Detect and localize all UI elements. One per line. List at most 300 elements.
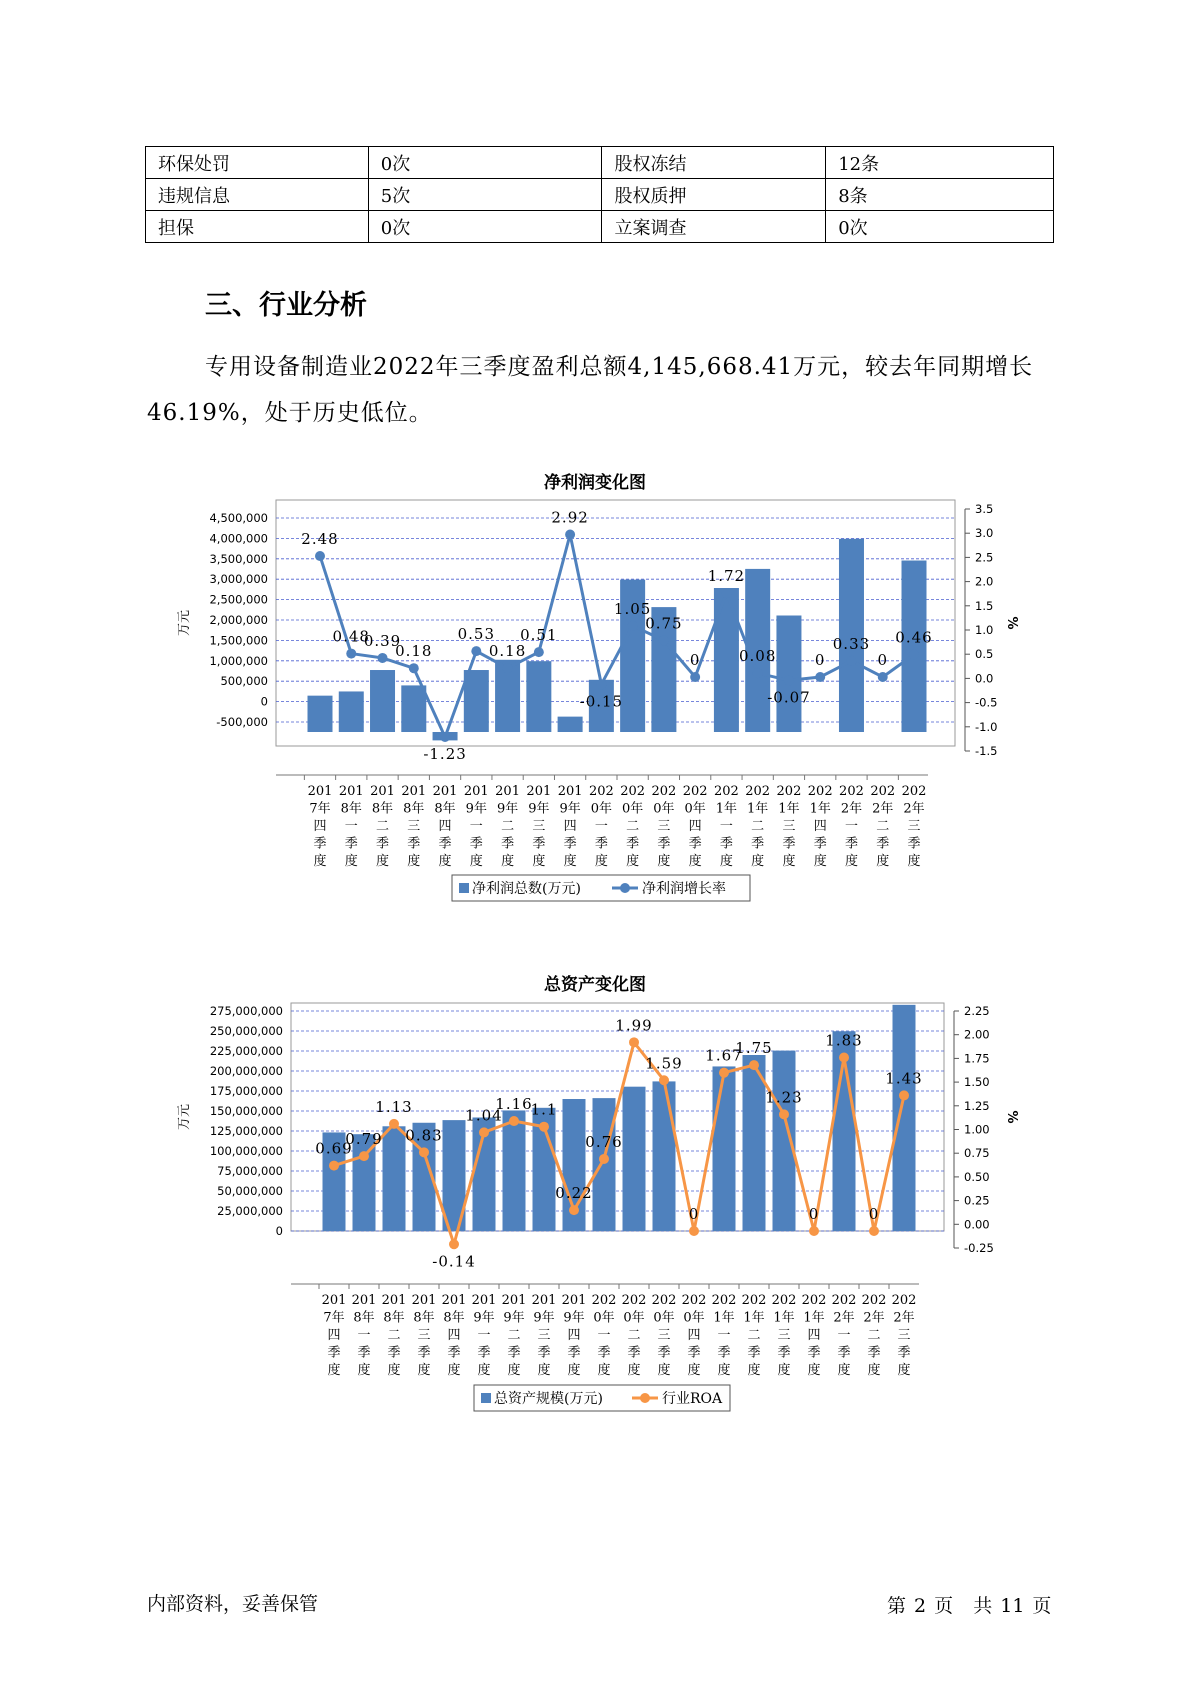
x-tick-label: 2年 bbox=[863, 1310, 885, 1326]
x-tick-label: 季 bbox=[782, 836, 796, 852]
x-tick-label: 季 bbox=[327, 1345, 341, 1361]
x-tick-label: 季 bbox=[813, 836, 827, 852]
x-tick-label: 202 bbox=[711, 1293, 737, 1308]
line-point bbox=[539, 1122, 549, 1132]
x-tick-label: 季 bbox=[719, 836, 733, 852]
x-tick-label: 0年 bbox=[683, 1310, 705, 1326]
line-point bbox=[509, 1116, 519, 1126]
x-tick-label: 季 bbox=[376, 836, 390, 852]
x-tick-label: 度 bbox=[719, 854, 733, 869]
legend-bar-label: 净利润总数(万元) bbox=[472, 881, 581, 897]
x-tick-label: 度 bbox=[567, 1363, 581, 1378]
x-tick-label: 度 bbox=[563, 854, 577, 869]
table-cell: 0次 bbox=[368, 211, 602, 243]
line-point bbox=[690, 672, 700, 682]
total-assets-chart-svg bbox=[0, 955, 1191, 1415]
table-cell: 0次 bbox=[826, 211, 1054, 243]
x-tick-label: 一 bbox=[844, 819, 858, 834]
x-tick-label: 201 bbox=[381, 1293, 407, 1308]
bar bbox=[401, 685, 426, 732]
table-cell: 立案调查 bbox=[602, 211, 826, 243]
line-point bbox=[359, 1151, 369, 1161]
x-tick-label: 度 bbox=[876, 854, 890, 869]
x-tick-label: 2年 bbox=[893, 1310, 915, 1326]
x-tick-label: 季 bbox=[438, 836, 452, 852]
x-tick-label: 202 bbox=[591, 1293, 617, 1308]
x-tick-label: 四 bbox=[447, 1328, 461, 1343]
x-tick-label: 2年 bbox=[840, 801, 863, 817]
table-cell: 环保处罚 bbox=[146, 147, 369, 179]
data-label: 0.69 bbox=[315, 1139, 353, 1158]
x-tick-label: 202 bbox=[891, 1293, 917, 1308]
y2-tick-label: 2.0 bbox=[975, 574, 994, 589]
page-num: 2 bbox=[914, 1595, 927, 1617]
y-tick-label: 25,000,000 bbox=[217, 1204, 283, 1218]
bar bbox=[776, 616, 801, 733]
risk-info-table bbox=[145, 146, 1054, 243]
x-tick-label: 度 bbox=[344, 854, 358, 869]
x-tick-label: 度 bbox=[657, 854, 671, 869]
x-tick-label: 度 bbox=[897, 1363, 911, 1378]
data-label: 1.75 bbox=[735, 1039, 773, 1058]
x-tick-label: 201 bbox=[351, 1293, 377, 1308]
table-cell: 12条 bbox=[826, 147, 1054, 179]
legend-line-label: 净利润增长率 bbox=[642, 881, 726, 897]
data-label: -0.14 bbox=[432, 1252, 476, 1271]
x-tick-label: 度 bbox=[657, 1363, 671, 1378]
line-point bbox=[909, 650, 919, 660]
data-label: 0 bbox=[814, 651, 826, 669]
x-tick-label: 度 bbox=[327, 1363, 341, 1378]
legend-bar-swatch bbox=[481, 1393, 491, 1403]
x-tick-label: 度 bbox=[626, 854, 640, 869]
y-tick-label: 75,000,000 bbox=[217, 1164, 283, 1178]
x-tick-label: 度 bbox=[627, 1363, 641, 1378]
x-tick-label: 度 bbox=[387, 1363, 401, 1378]
x-tick-label: 季 bbox=[687, 1345, 701, 1361]
x-tick-label: 度 bbox=[477, 1363, 491, 1378]
x-tick-label: 季 bbox=[597, 1345, 611, 1361]
x-tick-label: 二 bbox=[876, 819, 890, 834]
y-tick-label: 0 bbox=[275, 1224, 283, 1238]
x-tick-label: 三 bbox=[407, 819, 421, 834]
y2-tick-label: 0.25 bbox=[964, 1193, 990, 1208]
x-tick-label: 202 bbox=[870, 784, 896, 799]
x-tick-label: 度 bbox=[438, 854, 452, 869]
x-tick-label: 202 bbox=[807, 784, 833, 799]
y-tick-label: 1,000,000 bbox=[209, 653, 268, 668]
data-label: 1.83 bbox=[825, 1031, 863, 1050]
chart-title: 总资产变化图 bbox=[544, 975, 646, 995]
data-label: 0.22 bbox=[555, 1184, 593, 1203]
x-tick-label: 四 bbox=[567, 1328, 581, 1343]
x-tick-label: 季 bbox=[747, 1345, 761, 1361]
x-tick-label: 1年 bbox=[715, 801, 738, 817]
legend-bar-label: 总资产规模(万元) bbox=[494, 1391, 603, 1407]
x-tick-label: 季 bbox=[357, 1345, 371, 1361]
x-tick-label: 201 bbox=[471, 1293, 497, 1308]
y-tick-label: 2,000,000 bbox=[209, 613, 268, 627]
x-tick-label: 季 bbox=[594, 836, 608, 852]
x-tick-label: 四 bbox=[438, 819, 452, 834]
data-label: 0.33 bbox=[832, 634, 871, 653]
data-label: 0.46 bbox=[895, 628, 933, 647]
x-tick-label: 9年 bbox=[496, 801, 519, 817]
x-tick-label: 202 bbox=[839, 784, 864, 799]
data-label: 1.99 bbox=[615, 1016, 653, 1035]
table-row bbox=[146, 211, 1054, 243]
x-tick-label: 度 bbox=[417, 1363, 431, 1378]
x-tick-label: 度 bbox=[867, 1363, 881, 1378]
legend-line-label: 行业ROA bbox=[662, 1391, 723, 1407]
x-tick-label: 201 bbox=[338, 784, 364, 799]
x-tick-label: 201 bbox=[432, 784, 458, 799]
bar bbox=[383, 1126, 406, 1231]
legend-line-marker bbox=[640, 1393, 650, 1403]
y2-tick-label: 0.00 bbox=[964, 1217, 990, 1232]
y-tick-label: 4,500,000 bbox=[209, 511, 268, 525]
y-tick-label: 175,000,000 bbox=[209, 1084, 283, 1098]
y-tick-label: -500,000 bbox=[216, 715, 268, 729]
y-tick-label: 275,000,000 bbox=[209, 1004, 283, 1018]
x-tick-label: 三 bbox=[537, 1328, 551, 1343]
y2-tick-label: 3.0 bbox=[975, 526, 994, 541]
x-tick-label: 8年 bbox=[403, 801, 425, 817]
line-point bbox=[719, 1068, 729, 1078]
x-tick-label: 三 bbox=[907, 819, 921, 834]
x-tick-label: 二 bbox=[387, 1328, 401, 1343]
x-tick-label: 二 bbox=[376, 819, 390, 834]
y2-tick-label: 1.00 bbox=[964, 1122, 990, 1137]
data-label: 1.67 bbox=[705, 1046, 743, 1065]
data-label: 0 bbox=[808, 1205, 820, 1223]
line-point bbox=[378, 653, 388, 663]
y-tick-label: 100,000,000 bbox=[209, 1144, 283, 1158]
x-tick-label: 一 bbox=[594, 819, 608, 834]
bar bbox=[339, 691, 364, 732]
x-tick-label: 1年 bbox=[747, 801, 769, 817]
x-tick-label: 度 bbox=[407, 854, 421, 869]
x-tick-label: 9年 bbox=[465, 801, 487, 817]
x-tick-label: 一 bbox=[477, 1328, 491, 1343]
x-tick-label: 度 bbox=[501, 854, 515, 869]
x-tick-label: 8年 bbox=[443, 1310, 465, 1326]
x-tick-label: 度 bbox=[844, 854, 858, 869]
x-tick-label: 度 bbox=[717, 1363, 731, 1378]
line-point bbox=[419, 1147, 429, 1157]
line-point bbox=[899, 1090, 909, 1100]
data-label: 0.76 bbox=[585, 1132, 623, 1151]
bar bbox=[623, 1087, 646, 1231]
x-tick-label: 四 bbox=[313, 819, 327, 834]
x-tick-label: 201 bbox=[307, 784, 333, 799]
line-point bbox=[846, 656, 856, 666]
line-point bbox=[596, 679, 606, 689]
x-tick-label: 2年 bbox=[872, 801, 894, 817]
x-tick-label: 8年 bbox=[353, 1310, 375, 1326]
data-label: 1.23 bbox=[765, 1088, 803, 1107]
x-tick-label: 8年 bbox=[413, 1310, 435, 1326]
x-tick-label: 1年 bbox=[809, 801, 831, 817]
line-point bbox=[503, 663, 513, 673]
table-cell: 股权冻结 bbox=[602, 147, 826, 179]
y-tick-label: 200,000,000 bbox=[209, 1064, 283, 1078]
x-tick-label: 201 bbox=[370, 784, 395, 799]
footer-note: 内部资料，妥善保管 bbox=[147, 1593, 319, 1615]
line-point bbox=[440, 732, 450, 742]
y2-tick-label: 2.25 bbox=[964, 1004, 990, 1018]
line-point bbox=[534, 647, 544, 657]
net-profit-chart-svg bbox=[0, 455, 1191, 915]
x-tick-label: 202 bbox=[651, 784, 677, 799]
line-point bbox=[329, 1161, 339, 1171]
y2-tick-label: 0.0 bbox=[975, 671, 994, 686]
y-tick-label: 250,000,000 bbox=[209, 1024, 283, 1038]
x-tick-label: 202 bbox=[901, 784, 927, 799]
data-label: 0 bbox=[688, 1205, 700, 1223]
x-tick-label: 度 bbox=[469, 854, 483, 869]
x-tick-label: 9年 bbox=[533, 1310, 555, 1326]
x-tick-label: 202 bbox=[620, 784, 646, 799]
x-tick-label: 度 bbox=[687, 1363, 701, 1378]
data-label: 0.75 bbox=[645, 614, 683, 633]
total-assets-chart bbox=[0, 955, 1191, 1415]
x-tick-label: 0年 bbox=[593, 1310, 615, 1326]
y2-tick-label: -1.5 bbox=[975, 744, 998, 758]
total-label: 共 bbox=[973, 1595, 993, 1617]
y2-tick-label: 3.5 bbox=[975, 502, 994, 516]
x-tick-label: 度 bbox=[532, 854, 546, 869]
data-label: -0.15 bbox=[579, 692, 624, 711]
y2-tick-label: -1.0 bbox=[975, 719, 998, 734]
x-tick-label: 度 bbox=[313, 854, 327, 869]
x-tick-label: 202 bbox=[831, 1293, 857, 1308]
x-tick-label: 季 bbox=[387, 1345, 401, 1361]
x-tick-label: 季 bbox=[837, 1345, 851, 1361]
line-point bbox=[689, 1226, 699, 1236]
x-tick-label: 9年 bbox=[473, 1310, 495, 1326]
legend-line-marker bbox=[620, 883, 630, 893]
x-tick-label: 0年 bbox=[653, 1310, 675, 1326]
x-tick-label: 度 bbox=[807, 1363, 821, 1378]
x-tick-label: 9年 bbox=[563, 1310, 585, 1326]
data-label: 1.13 bbox=[375, 1097, 413, 1116]
data-label: 0.39 bbox=[363, 631, 402, 650]
data-label: 0.53 bbox=[457, 625, 496, 644]
industry-paragraph: 专用设备制造业2022年三季度盈利总额4,145,668.41万元，较去年同期增长46.19%，处于历史低位。 bbox=[147, 354, 1034, 426]
x-tick-label: 三 bbox=[657, 1328, 671, 1343]
data-label: 0.18 bbox=[488, 642, 527, 661]
y2-tick-label: 1.5 bbox=[975, 598, 994, 613]
x-tick-label: 季 bbox=[417, 1345, 431, 1361]
x-tick-label: 201 bbox=[531, 1293, 557, 1308]
x-tick-label: 度 bbox=[688, 854, 702, 869]
data-label: -1.23 bbox=[423, 745, 467, 764]
line-point bbox=[839, 1053, 849, 1063]
x-tick-label: 0年 bbox=[621, 801, 644, 817]
data-label: 1.16 bbox=[495, 1095, 533, 1114]
x-tick-label: 季 bbox=[567, 1345, 581, 1361]
x-tick-label: 度 bbox=[782, 854, 796, 869]
x-tick-label: 201 bbox=[321, 1293, 347, 1308]
x-tick-label: 四 bbox=[688, 819, 702, 834]
x-tick-label: 三 bbox=[777, 1328, 791, 1343]
y-tick-label: 500,000 bbox=[220, 674, 268, 689]
table-cell: 担保 bbox=[146, 211, 369, 243]
bar bbox=[653, 1081, 676, 1231]
page-number bbox=[883, 1591, 1055, 1618]
x-tick-label: 一 bbox=[719, 819, 733, 834]
x-tick-label: 季 bbox=[344, 836, 358, 852]
total-num: 11 bbox=[1000, 1595, 1025, 1617]
y-axis-label: 万元 bbox=[177, 609, 192, 637]
x-tick-label: 四 bbox=[807, 1328, 821, 1343]
table-cell: 违规信息 bbox=[146, 179, 369, 211]
x-tick-label: 三 bbox=[657, 819, 671, 834]
section-title: 三、行业分析 bbox=[205, 290, 367, 321]
x-tick-label: 四 bbox=[813, 819, 827, 834]
y2-tick-label: 0.75 bbox=[964, 1146, 990, 1161]
y2-tick-label: 2.5 bbox=[975, 550, 994, 565]
x-tick-label: 度 bbox=[837, 1363, 851, 1378]
data-label: 2.92 bbox=[551, 508, 589, 527]
y2-tick-label: 0.50 bbox=[964, 1169, 990, 1184]
x-tick-label: 201 bbox=[526, 784, 552, 799]
y2-axis-label: % bbox=[1004, 616, 1019, 630]
line-point bbox=[565, 530, 575, 540]
x-tick-label: 季 bbox=[867, 1345, 881, 1361]
table-cell: 8条 bbox=[826, 179, 1054, 211]
y2-axis-label: % bbox=[1004, 1110, 1019, 1124]
data-label: 0 bbox=[868, 1205, 880, 1223]
data-label: 0.51 bbox=[520, 626, 558, 645]
line-point bbox=[721, 588, 731, 598]
bar bbox=[558, 717, 583, 732]
legend-bar-swatch bbox=[459, 883, 469, 893]
data-label: 0.18 bbox=[395, 642, 433, 661]
data-label: 1.1 bbox=[530, 1100, 558, 1119]
x-tick-label: 季 bbox=[657, 1345, 671, 1361]
line-point bbox=[749, 1060, 759, 1070]
x-tick-label: 季 bbox=[907, 836, 921, 852]
data-label: 0.83 bbox=[405, 1126, 443, 1145]
line-point bbox=[779, 1109, 789, 1119]
page-label: 第 bbox=[887, 1595, 907, 1617]
bar bbox=[713, 1066, 736, 1231]
data-label: 0.08 bbox=[738, 647, 777, 666]
line-point bbox=[878, 672, 888, 682]
x-tick-label: 度 bbox=[537, 1363, 551, 1378]
data-label: 0 bbox=[689, 651, 701, 669]
bar bbox=[503, 1110, 526, 1231]
x-tick-label: 季 bbox=[447, 1345, 461, 1361]
line-point bbox=[659, 1075, 669, 1085]
bar bbox=[526, 661, 551, 732]
x-tick-label: 9年 bbox=[528, 801, 550, 817]
x-tick-label: 季 bbox=[876, 836, 890, 852]
x-tick-label: 202 bbox=[621, 1293, 647, 1308]
x-tick-label: 度 bbox=[507, 1363, 521, 1378]
y2-tick-label: 1.25 bbox=[964, 1098, 990, 1113]
x-tick-label: 季 bbox=[777, 1345, 791, 1361]
x-tick-label: 7年 bbox=[309, 801, 331, 817]
x-tick-label: 8年 bbox=[383, 1310, 405, 1326]
line-point bbox=[569, 1205, 579, 1215]
x-tick-label: 度 bbox=[597, 1363, 611, 1378]
line-point bbox=[471, 646, 481, 656]
x-tick-label: 季 bbox=[407, 836, 421, 852]
y-axis-label: 万元 bbox=[177, 1103, 192, 1131]
data-label: 1.43 bbox=[885, 1069, 923, 1088]
x-tick-label: 季 bbox=[501, 836, 515, 852]
x-tick-label: 季 bbox=[537, 1345, 551, 1361]
x-tick-label: 季 bbox=[563, 836, 577, 852]
x-tick-label: 度 bbox=[813, 854, 827, 869]
x-tick-label: 9年 bbox=[503, 1310, 525, 1326]
line-point bbox=[809, 1226, 819, 1236]
line-point bbox=[346, 649, 356, 659]
x-tick-label: 8年 bbox=[434, 801, 456, 817]
x-tick-label: 三 bbox=[417, 1328, 431, 1343]
x-tick-label: 季 bbox=[717, 1345, 731, 1361]
x-tick-label: 0年 bbox=[623, 1310, 645, 1326]
x-tick-label: 三 bbox=[532, 819, 546, 834]
x-tick-label: 季 bbox=[751, 836, 765, 852]
data-label: 2.48 bbox=[301, 529, 339, 548]
x-tick-label: 二 bbox=[627, 1328, 641, 1343]
y-tick-label: 1,500,000 bbox=[209, 633, 268, 648]
bar bbox=[308, 696, 333, 732]
x-tick-label: 季 bbox=[507, 1345, 521, 1361]
x-tick-label: 202 bbox=[682, 784, 708, 799]
x-tick-label: 201 bbox=[441, 1293, 467, 1308]
y2-tick-label: -0.5 bbox=[975, 695, 998, 710]
y-tick-label: 50,000,000 bbox=[217, 1184, 283, 1198]
line-point bbox=[753, 668, 763, 678]
data-label: 0.79 bbox=[345, 1130, 383, 1149]
line-point bbox=[628, 621, 638, 631]
x-tick-label: 7年 bbox=[323, 1310, 345, 1326]
x-tick-label: 四 bbox=[687, 1328, 701, 1343]
line-point bbox=[315, 551, 325, 561]
x-tick-label: 1年 bbox=[773, 1310, 795, 1326]
chart-title: 净利润变化图 bbox=[544, 473, 646, 493]
x-tick-label: 一 bbox=[597, 1328, 611, 1343]
data-label: 1.05 bbox=[613, 599, 652, 618]
x-tick-label: 8年 bbox=[340, 801, 362, 817]
x-tick-label: 202 bbox=[776, 784, 802, 799]
x-tick-label: 季 bbox=[657, 836, 671, 852]
x-tick-label: 202 bbox=[771, 1293, 797, 1308]
line-point bbox=[659, 635, 669, 645]
y-tick-label: 2,500,000 bbox=[209, 592, 268, 607]
table-cell: 股权质押 bbox=[602, 179, 826, 211]
x-tick-label: 二 bbox=[747, 1328, 761, 1343]
line-point bbox=[629, 1037, 639, 1047]
x-tick-label: 四 bbox=[327, 1328, 341, 1343]
net-profit-chart bbox=[0, 455, 1191, 915]
data-label: 1.72 bbox=[707, 567, 746, 586]
y-tick-label: 0 bbox=[260, 694, 268, 709]
data-label: -0.07 bbox=[767, 688, 811, 707]
x-tick-label: 201 bbox=[463, 784, 489, 799]
x-tick-label: 202 bbox=[588, 784, 614, 799]
x-tick-label: 201 bbox=[561, 1293, 587, 1308]
x-tick-label: 201 bbox=[557, 784, 583, 799]
x-tick-label: 一 bbox=[837, 1328, 851, 1343]
table-cell: 5次 bbox=[368, 179, 602, 211]
line-point bbox=[599, 1154, 609, 1164]
